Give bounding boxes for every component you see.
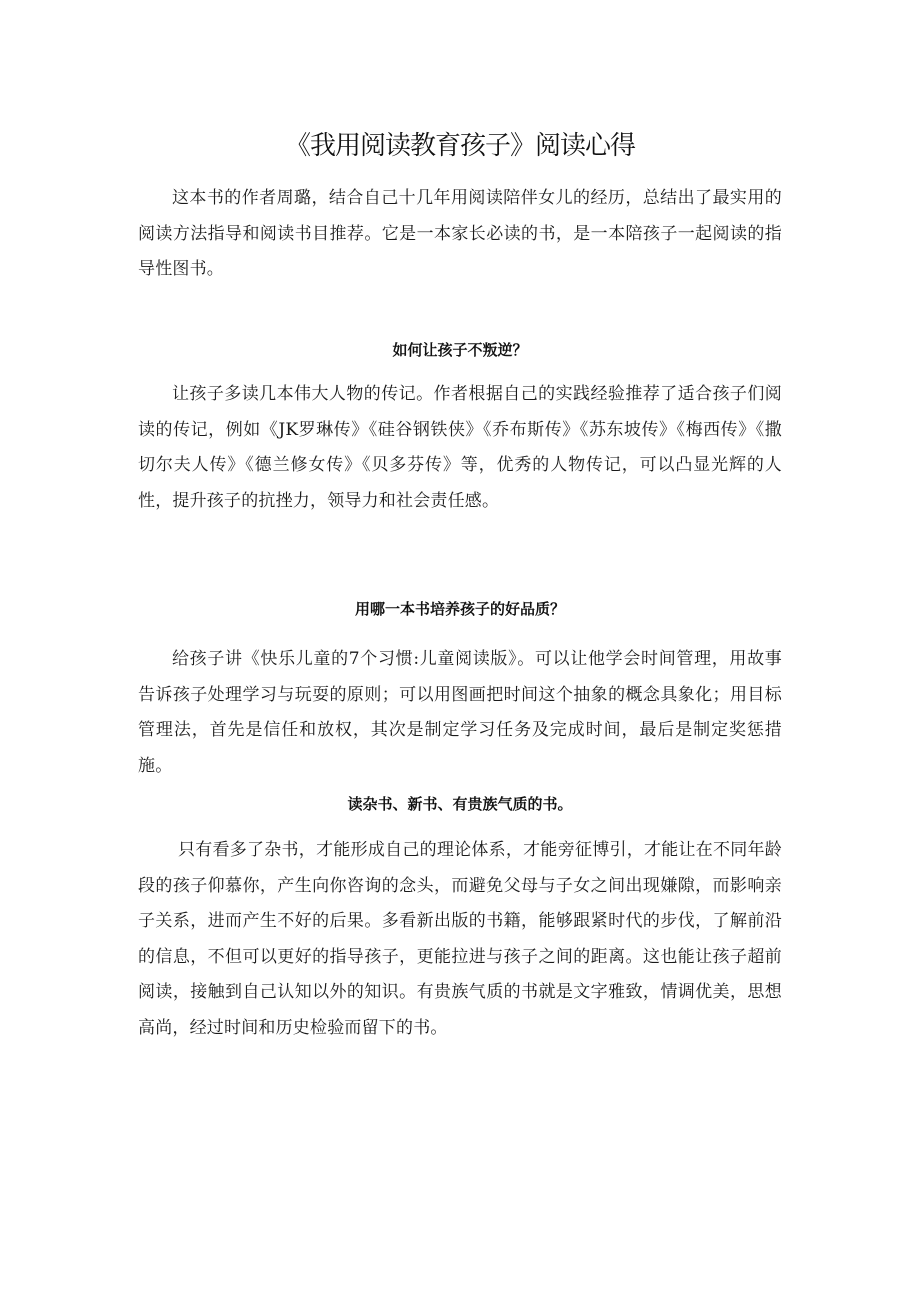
intro-paragraph: 这本书的作者周璐，结合自己十几年用阅读陪伴女儿的经历，总结出了最实用的阅读方法指导和阅读书目推荐。它是一本家长必读的书，是一本陪孩子一起阅读的指导性图书。 <box>138 188 782 279</box>
section-heading-rebellion: 如何让孩子不叛逆？ <box>392 341 528 359</box>
section-body-good-qualities: 给孩子讲《快乐儿童的7个习惯:儿童阅读版》。可以让他学会时间管理，用故事告诉孩子处理学习与玩耍的原则；可以用图画把时间这个抽象的概念具象化；用目标管理法，首先是信任和放权，其次是制定学习任务及完成时间，最后是制定奖惩措施。 <box>138 649 782 776</box>
section-body-book-types: 只有看多了杂书，才能形成自己的理论体系，才能旁征博引，才能让在不同年龄段的孩子仰慕你，产生向你咨询的念头，而避免父母与子女之间出现嫌隙，而影响亲子关系，进而产生不好的后果。多看新出版的书籍，能够跟紧时代的步伐，了解前沿的信息，不但可以更好的指导孩子，更能拉进与孩子之间的距离。这也能让孩子超前阅读，接触到自己认知以外的知识。有贵族气质的书就是文字雅致，情调优美，思想高尚，经过时间和历史检验而留下的书。 <box>138 840 782 1038</box>
document-title: 《我用阅读教育孩子》阅读心得 <box>284 131 635 161</box>
section-heading-book-types: 读杂书、新书、有贵族气质的书。 <box>347 795 573 813</box>
section-heading-good-qualities: 用哪一本书培养孩子的好品质？ <box>354 600 565 618</box>
section-body-rebellion: 让孩子多读几本伟大人物的传记。作者根据自己的实践经验推荐了适合孩子们阅读的传记，例如《JK罗琳传》《硅谷钢铁侠》《乔布斯传》《苏东坡传》《梅西传》《撒切尔夫人传》《德兰修女传》《贝多芬传》等，优秀的人物传记，可以凸显光辉的人性，提升孩子的抗挫力，领导力和社会责任感。 <box>138 384 782 511</box>
